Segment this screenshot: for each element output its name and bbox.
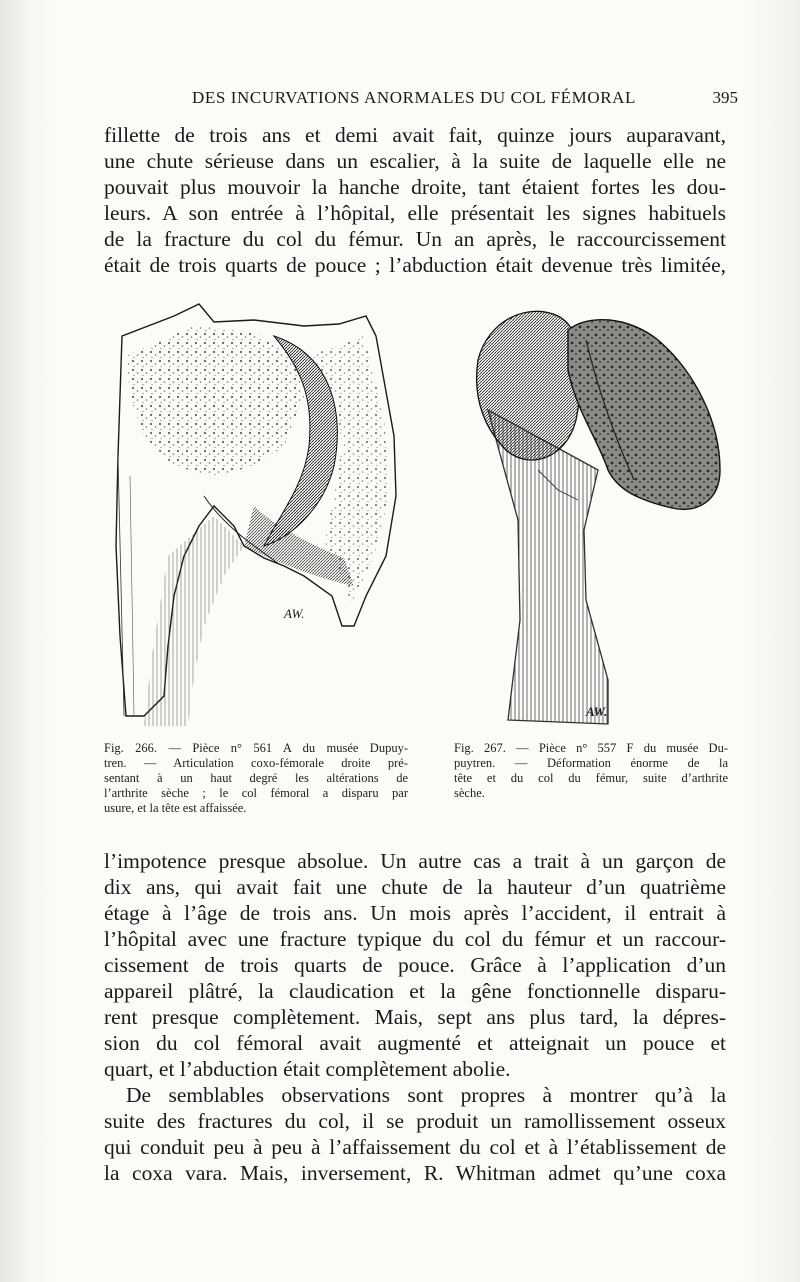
caption-line: usure, et la tête est affaissée. [104, 801, 247, 815]
running-head [104, 88, 738, 114]
text-line: leurs. A son entrée à l’hôpital, elle présentait les signes habituels [104, 201, 726, 225]
text-line: une chute sérieuse dans un escalier, à la suite de laquelle elle ne [104, 149, 726, 173]
text-line: appareil plâtré, la claudication et la gêne fonctionnelle disparu- [104, 979, 726, 1003]
caption-line: tête et du col du fémur, suite d’arthrite [454, 771, 728, 785]
caption-line: l’arthrite sèche ; le col fémoral a disparu par [104, 786, 408, 800]
text-line: était de trois quarts de pouce ; l’abduction était devenue très limitée, [104, 253, 726, 277]
text-line: De semblables observations sont propres à montrer qu’à la [126, 1083, 726, 1107]
text-line: de la fracture du col du fémur. Un an après, le raccourcissement [104, 227, 726, 251]
figure-266-caption [104, 741, 408, 816]
text-line: l’hôpital avec une fracture typique du col du fémur et un raccour- [104, 927, 726, 951]
text-line: pouvait plus mouvoir la hanche droite, tant étaient fortes les dou- [104, 175, 726, 199]
figure-266-hip-joint-illustration [104, 296, 404, 740]
running-head-title: DES INCURVATIONS ANORMALES DU COL FÉMORAL [192, 88, 637, 107]
figure-266-signature: AW. [284, 606, 305, 621]
figure-267-signature: AW. [586, 704, 608, 719]
text-line: sion du col fémoral avait augmenté et atteignait un pouce et [104, 1031, 726, 1055]
paragraph-3 [104, 1082, 726, 1186]
text-line: la coxa vara. Mais, inversement, R. Whitman admet qu’une coxa [104, 1161, 726, 1185]
hip-joint-engraving [104, 296, 404, 740]
text-line: suite des fractures du col, il se produit un ramollissement osseux [104, 1109, 726, 1133]
text-line: qui conduit peu à peu à l’affaissement du col et à l’établissement de [104, 1135, 726, 1159]
paragraph-1 [104, 122, 726, 278]
caption-line: sèche. [454, 786, 485, 800]
text-line: étage à l’âge de trois ans. Un mois après l’accident, il entrait à [104, 901, 726, 925]
figure-267-caption [454, 741, 728, 801]
text-line: dix ans, qui avait fait une chute de la hauteur d’un quatrième [104, 875, 726, 899]
text-line: rent presque complètement. Mais, sept ans plus tard, la dépres- [104, 1005, 726, 1029]
caption-line: sentant à un haut degré les altérations de [104, 771, 408, 785]
text-line: fillette de trois ans et demi avait fait, quinze jours auparavant, [104, 123, 726, 147]
text-line: quart, et l’abduction était complètement abolie. [104, 1057, 511, 1081]
femur-engraving [458, 300, 730, 732]
caption-line: puytren. — Déformation énorme de la [454, 756, 728, 770]
figure-267-femur-illustration [458, 300, 730, 732]
caption-line: Fig. 267. — Pièce n° 557 F du musée Du- [454, 741, 728, 755]
paragraph-2 [104, 848, 726, 1082]
caption-line: Fig. 266. — Pièce n° 561 A du musée Dupuy- [104, 741, 408, 755]
page-number: 395 [712, 88, 738, 107]
caption-line: tren. — Articulation coxo-fémorale droite pré- [104, 756, 408, 770]
text-line: l’impotence presque absolue. Un autre cas a trait à un garçon de [104, 849, 726, 873]
text-line: cissement de trois quarts de pouce. Grâce à l’application d’un [104, 953, 726, 977]
